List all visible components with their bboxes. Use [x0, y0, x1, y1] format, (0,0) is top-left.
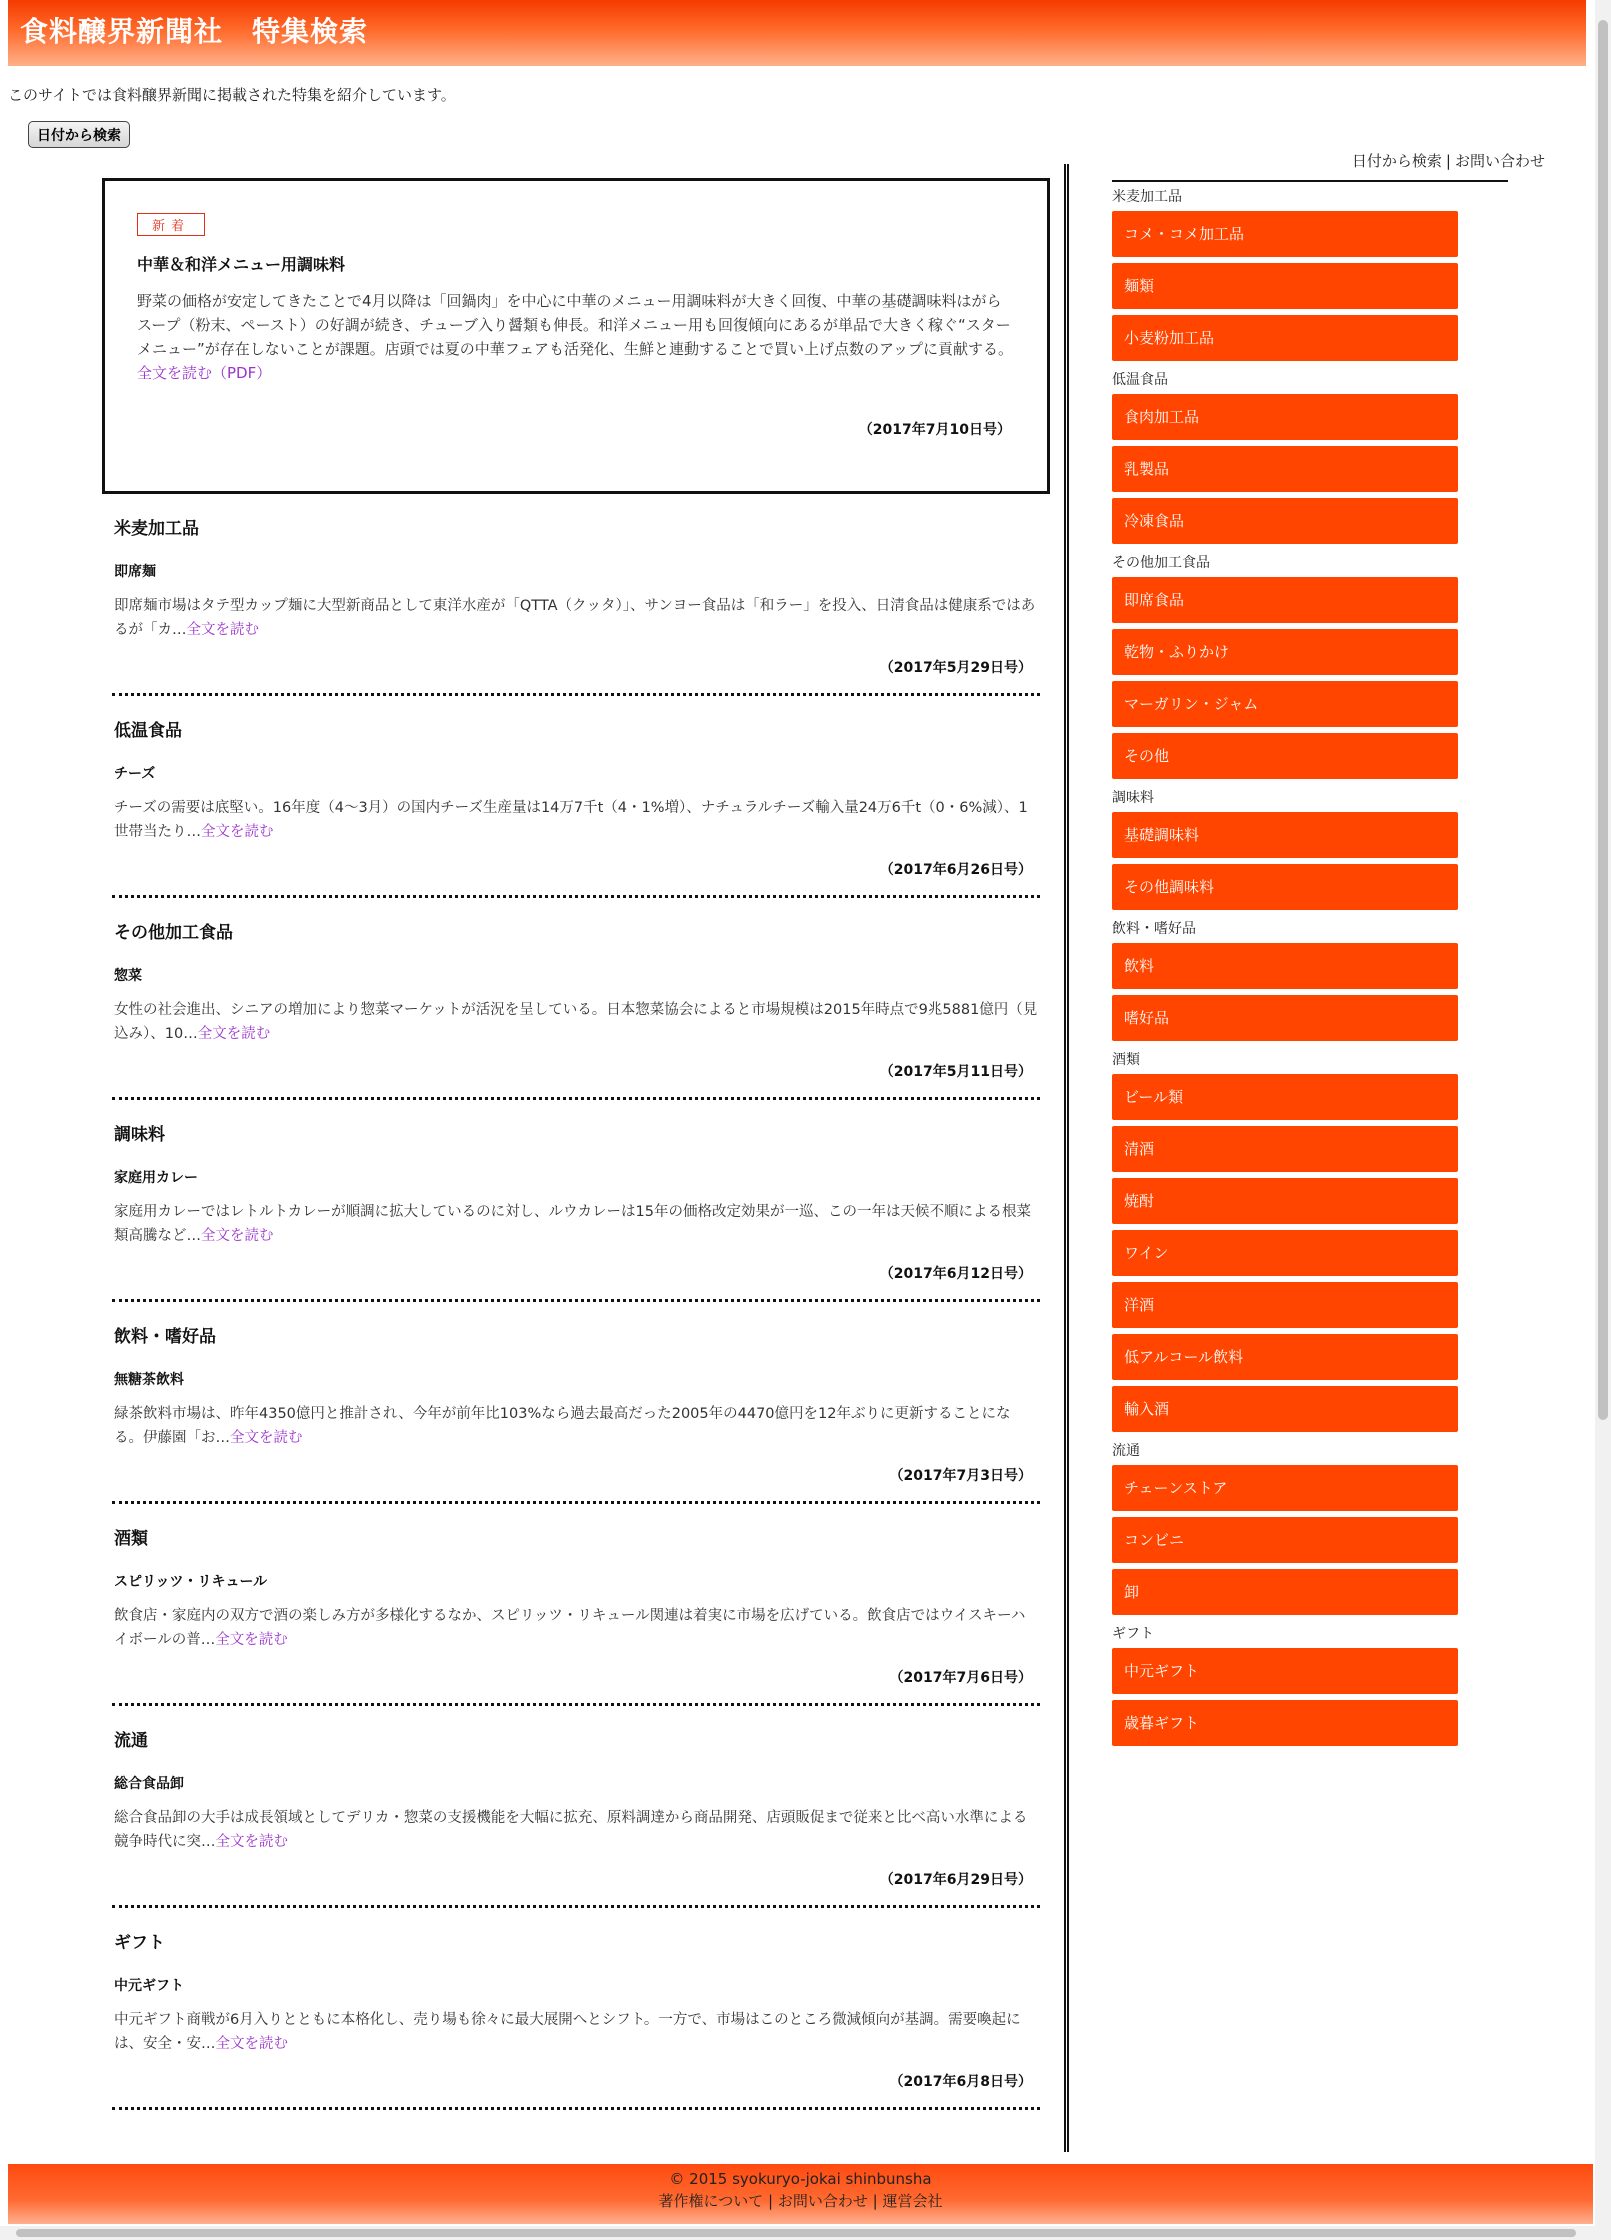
article-body [114, 1200, 1039, 1248]
sidebar-category: 低温食品 [1112, 372, 1168, 388]
article-subtitle: スピリッツ・リキュール [114, 1574, 268, 1590]
article-date: （2017年6月29日号） [879, 1872, 1032, 1888]
article-date: （2017年5月11日号） [879, 1064, 1032, 1080]
article-body [114, 594, 1039, 642]
sidebar-category: 米麦加工品 [1112, 189, 1182, 205]
article-read-more-link[interactable]: 全文を読む [230, 1430, 303, 1446]
featured-article [102, 178, 1050, 494]
footer-link-operator[interactable]: 運営会社 [882, 2192, 943, 2210]
sidebar-category: 飲料・嗜好品 [1112, 921, 1196, 937]
category-sidebar [1112, 178, 1462, 1752]
sidebar-item[interactable]: 洋酒 [1112, 1282, 1458, 1328]
article-category: 酒類 [114, 1529, 148, 1549]
sidebar-item[interactable]: 冷凍食品 [1112, 498, 1458, 544]
top-links [1352, 150, 1545, 171]
article-body-text: 即席麺市場はタテ型カップ麺に大型新商品として東洋水産が「QTTA（クッタ）」、サンヨー食品は「和ラー」を投入、日清食品は健康系ではあるが「カ… [114, 598, 1036, 638]
article-date: （2017年7月6日号） [889, 1670, 1032, 1686]
sidebar-item[interactable]: 飲料 [1112, 943, 1458, 989]
sidebar-item[interactable]: その他 [1112, 733, 1458, 779]
article-item [112, 1302, 1040, 1504]
article-read-more-link[interactable]: 全文を読む [186, 622, 259, 638]
article-read-more-link[interactable]: 全文を読む [215, 1834, 288, 1850]
article-body [114, 796, 1039, 844]
article-body-text: 総合食品卸の大手は成長領域としてデリカ・惣菜の支援機能を大幅に拡充、原料調達から商品開発、店頭販促まで従来と比べ高い水準による競争時代に突… [114, 1810, 1028, 1850]
article-read-more-link[interactable]: 全文を読む [215, 1632, 288, 1648]
sidebar-category: ギフト [1112, 1626, 1154, 1642]
sidebar-category: 流通 [1112, 1443, 1140, 1459]
article-body-text: 飲食店・家庭内の双方で酒の楽しみ方が多様化するなか、スピリッツ・リキュール関連は着実に市場を広げている。飲食店ではウイスキーハイボールの普… [114, 1608, 1026, 1648]
article-subtitle: 無糖茶飲料 [114, 1372, 184, 1388]
site-header [8, 0, 1586, 66]
article-read-more-link[interactable]: 全文を読む [197, 1026, 271, 1042]
article-item [112, 898, 1040, 1100]
article-body [114, 1604, 1039, 1652]
sidebar-item[interactable]: 即席食品 [1112, 577, 1458, 623]
article-subtitle: 家庭用カレー [114, 1170, 198, 1186]
sidebar-category: その他加工食品 [1112, 555, 1210, 571]
article-item [112, 1504, 1040, 1706]
sidebar-item[interactable]: マーガリン・ジャム [1112, 681, 1458, 727]
date-search-button[interactable]: 日付から検索 [28, 121, 130, 148]
article-body-text: 緑茶飲料市場は、昨年4350億円と推計され、今年が前年比103%なら過去最高だった2005年の4470億円を12年ぶりに更新することになる。伊藤園「お… [114, 1406, 1011, 1446]
footer-link-copyright[interactable]: 著作権について [658, 2192, 764, 2210]
horizontal-scroll-thumb[interactable] [16, 2229, 1576, 2237]
article-category: 低温食品 [114, 721, 182, 741]
article-body [114, 1806, 1039, 1854]
sidebar-item[interactable]: コンビニ [1112, 1517, 1458, 1563]
article-subtitle: 総合食品卸 [114, 1776, 184, 1792]
article-category: 流通 [114, 1731, 148, 1751]
article-read-more-link[interactable]: 全文を読む [201, 824, 274, 840]
article-read-more-link[interactable]: 全文を読む [201, 1228, 274, 1244]
article-list [102, 494, 1050, 2110]
article-category: 飲料・嗜好品 [114, 1327, 216, 1347]
article-item [112, 1706, 1040, 1908]
featured-body [137, 289, 1015, 385]
sidebar-category: 酒類 [1112, 1052, 1140, 1068]
sidebar-item[interactable]: 乾物・ふりかけ [1112, 629, 1458, 675]
article-body [114, 998, 1039, 1046]
article-item [112, 1908, 1040, 2110]
article-body-text: 女性の社会進出、シニアの増加により惣菜マーケットが活況を呈している。日本惣菜協会によると市場規模は2015年時点で9兆5881億円（見込み）、10… [114, 1002, 1038, 1042]
article-subtitle: チーズ [114, 766, 156, 782]
article-subtitle: 惣菜 [114, 968, 142, 984]
sidebar-item[interactable]: 低アルコール飲料 [1112, 1334, 1458, 1380]
sidebar-item[interactable]: 乳製品 [1112, 446, 1458, 492]
article-body [114, 1402, 1039, 1450]
sidebar-item[interactable]: 嗜好品 [1112, 995, 1458, 1041]
sidebar-item[interactable]: その他調味料 [1112, 864, 1458, 910]
sidebar-item[interactable]: 食肉加工品 [1112, 394, 1458, 440]
article-body [114, 2008, 1039, 2056]
top-link-date-search[interactable]: 日付から検索 [1351, 152, 1442, 170]
sidebar-item[interactable]: ワイン [1112, 1230, 1458, 1276]
article-date: （2017年7月3日号） [889, 1468, 1032, 1484]
column-divider [1064, 164, 1069, 2152]
sidebar-item[interactable]: チェーンストア [1112, 1465, 1458, 1511]
article-category: 米麦加工品 [114, 519, 199, 539]
article-body-text: 中元ギフト商戦が6月入りとともに本格化し、売り場も徐々に最大展開へとシフト。一方で、市場はこのところ微減傾向が基調。需要喚起には、安全・安… [114, 2012, 1021, 2052]
sidebar-category: 調味料 [1112, 790, 1154, 806]
article-date: （2017年5月29日号） [879, 660, 1032, 676]
article-body-text: 家庭用カレーではレトルトカレーが順調に拡大しているのに対し、ルウカレーは15年の価格改定効果が一巡、この一年は天候不順による根菜類高騰など… [114, 1204, 1032, 1244]
footer-separator: | [767, 2192, 774, 2210]
featured-title: 中華＆和洋メニュー用調味料 [137, 255, 346, 274]
article-read-more-link[interactable]: 全文を読む [215, 2036, 288, 2052]
sidebar-item[interactable]: 卸 [1112, 1569, 1458, 1615]
sidebar-item[interactable]: 輸入酒 [1112, 1386, 1458, 1432]
featured-read-more-link[interactable]: 全文を読む（PDF） [137, 364, 272, 382]
article-date: （2017年6月8日号） [889, 2074, 1032, 2090]
sidebar-item[interactable]: ビール類 [1112, 1074, 1458, 1120]
intro-text: このサイトでは食料醸界新聞に掲載された特集を紹介しています。 [8, 86, 456, 104]
sidebar-item[interactable]: コメ・コメ加工品 [1112, 211, 1458, 257]
sidebar-item[interactable]: 歳暮ギフト [1112, 1700, 1458, 1746]
footer-links [8, 2190, 1593, 2211]
article-date: （2017年6月26日号） [879, 862, 1032, 878]
site-footer [8, 2164, 1593, 2224]
vertical-scroll-thumb[interactable] [1598, 20, 1608, 1420]
article-category: ギフト [114, 1933, 165, 1953]
top-link-contact[interactable]: お問い合わせ [1454, 152, 1545, 170]
main-content [102, 178, 1050, 2110]
article-body-text: チーズの需要は底堅い。16年度（4～3月）の国内チーズ生産量は14万7千t（4・1%増）、ナチュラルチーズ輸入量24万6千t（0・6%減）、1世帯当たり… [114, 800, 1028, 840]
article-category: その他加工食品 [114, 923, 233, 943]
featured-body-text: 野菜の価格が安定してきたことで4月以降は「回鍋肉」を中心に中華のメニュー用調味料が大きく回復、中華の基礎調味料はがらスープ（粉末、ペースト）の好調が続き、チューブ入り醤類も伸長。和洋メニュー用も回復傾向にあるが単品で大きく稼ぐ“スターメニュー”が存在しないことが課題。店頭では夏の中華フェアも活発化、生鮮と連動することで買い上げ点数のアップに貢献する。 [137, 292, 1013, 358]
sidebar-item[interactable]: 基礎調味料 [1112, 812, 1458, 858]
top-link-separator: | [1445, 152, 1451, 170]
sidebar-item[interactable]: 清酒 [1112, 1126, 1458, 1172]
footer-link-contact[interactable]: お問い合わせ [777, 2192, 868, 2210]
article-subtitle: 中元ギフト [114, 1978, 184, 1994]
article-item [112, 494, 1040, 696]
site-title: 食料醸界新聞社 特集検索 [20, 15, 369, 48]
new-badge: 新着 [137, 213, 205, 236]
article-category: 調味料 [114, 1125, 165, 1145]
sidebar-item[interactable]: 焼酎 [1112, 1178, 1458, 1224]
sidebar-item[interactable]: 麺類 [1112, 263, 1458, 309]
sidebar-item[interactable]: 小麦粉加工品 [1112, 315, 1458, 361]
footer-copyright: © 2015 syokuryo-jokai shinbunsha [669, 2170, 932, 2188]
article-item [112, 1100, 1040, 1302]
article-item [112, 696, 1040, 898]
sidebar-item[interactable]: 中元ギフト [1112, 1648, 1458, 1694]
footer-separator: | [872, 2192, 878, 2210]
article-subtitle: 即席麺 [114, 564, 156, 580]
article-date: （2017年6月12日号） [879, 1266, 1032, 1282]
featured-date: （2017年7月10日号） [858, 422, 1011, 438]
